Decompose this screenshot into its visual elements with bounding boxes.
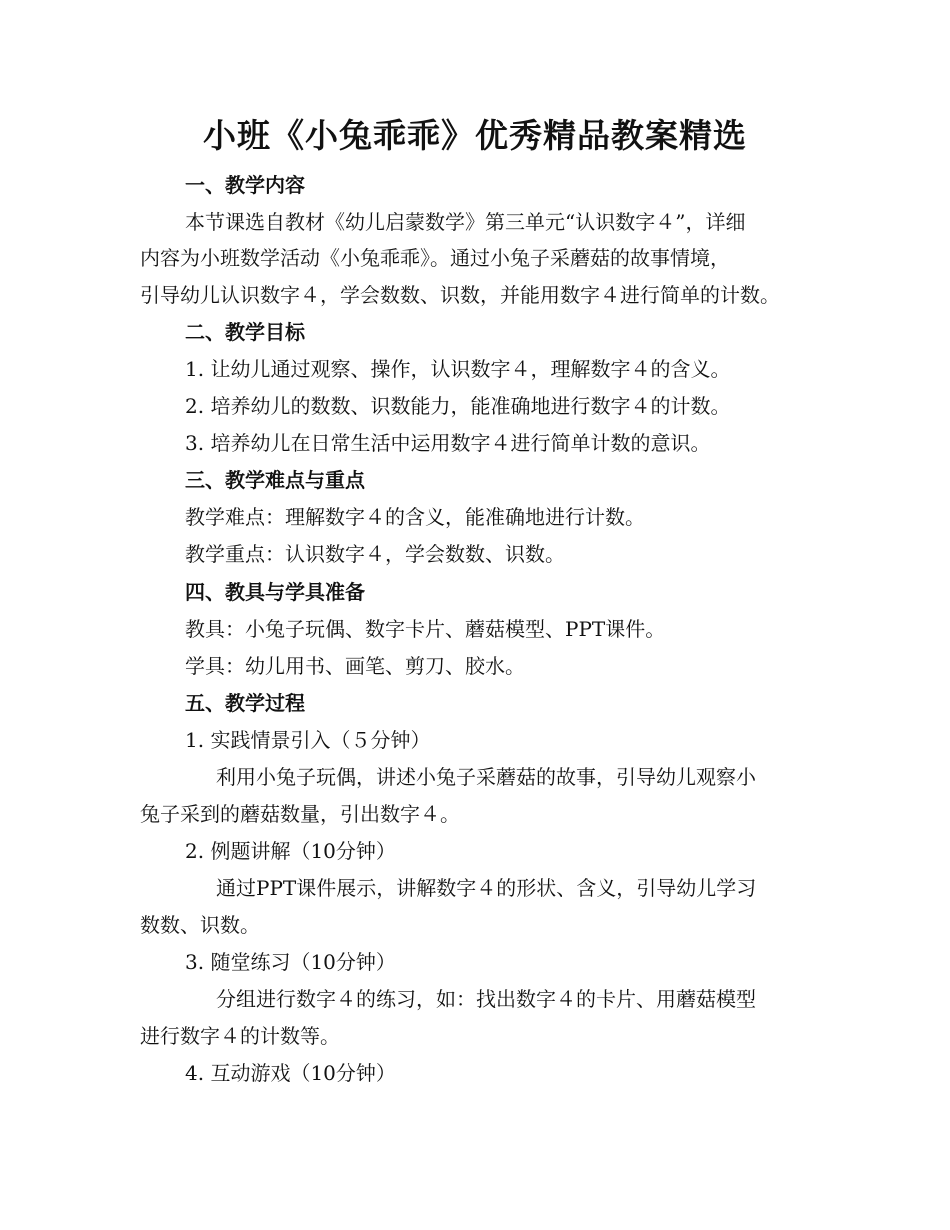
paragraph-line: 本节课选自教材《幼儿启蒙数学》第三单元“认识数字４”，详细 <box>185 210 746 234</box>
step-description: 分组进行数字４的练习，如：找出数字４的卡片、用蘑菇模型 <box>216 987 756 1011</box>
section-heading-process: 五、教学过程 <box>185 691 305 715</box>
paragraph-line: 引导幼儿认识数字４，学会数数、识数，并能用数字４进行简单的计数。 <box>140 283 780 307</box>
section-heading-content: 一、教学内容 <box>185 173 305 197</box>
paragraph-line: 教具：小兔子玩偶、数字卡片、蘑菇模型、PPT课件。 <box>185 617 666 641</box>
section-heading-materials: 四、教具与学具准备 <box>185 580 365 604</box>
list-item: 2. 培养幼儿的数数、识数能力，能准确地进行数字４的计数。 <box>185 394 731 418</box>
document-title: 小班《小兔乖乖》优秀精品教案精选 <box>203 116 747 155</box>
paragraph-line: 教学重点：认识数字４，学会数数、识数。 <box>185 542 565 566</box>
step-label: 1. 实践情景引入（５分钟） <box>185 728 431 752</box>
step-description: 进行数字４的计数等。 <box>140 1024 340 1048</box>
section-heading-key-points: 三、教学难点与重点 <box>185 468 365 492</box>
step-label: 4. 互动游戏（10分钟） <box>185 1061 396 1085</box>
section-heading-objectives: 二、教学目标 <box>185 320 305 344</box>
step-description: 数数、识数。 <box>140 913 260 937</box>
list-item: 3. 培养幼儿在日常生活中运用数字４进行简单计数的意识。 <box>185 431 711 455</box>
paragraph-line: 教学难点：理解数字４的含义，能准确地进行计数。 <box>185 505 645 529</box>
paragraph-line: 学具：幼儿用书、画笔、剪刀、胶水。 <box>185 654 525 678</box>
step-description: 通过PPT课件展示，讲解数字４的形状、含义，引导幼儿学习 <box>216 876 757 900</box>
step-label: 3. 随堂练习（10分钟） <box>185 950 396 974</box>
step-description: 利用小兔子玩偶，讲述小兔子采蘑菇的故事，引导幼儿观察小 <box>216 765 756 789</box>
list-item: 1. 让幼儿通过观察、操作，认识数字４，理解数字４的含义。 <box>185 357 731 381</box>
step-label: 2. 例题讲解（10分钟） <box>185 839 396 863</box>
paragraph-line: 内容为小班数学活动《小兔乖乖》。通过小兔子采蘑菇的故事情境， <box>140 246 730 270</box>
step-description: 兔子采到的蘑菇数量，引出数字４。 <box>140 802 460 826</box>
